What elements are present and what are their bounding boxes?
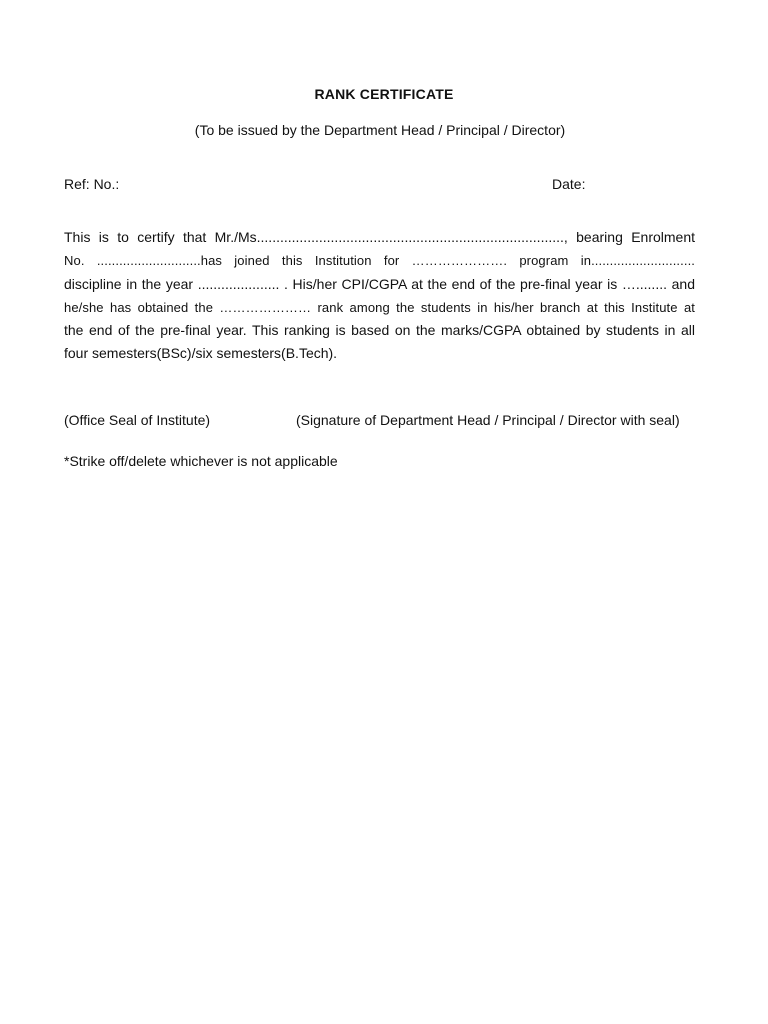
body-line: the end of the pre-final year. This ranking is based on the marks/CGPA obtained by students in all: [64, 322, 695, 339]
body-line: discipline in the year ..................... . His/her CPI/CGPA at the end of the pre-final year is …........ and: [64, 275, 695, 292]
date-label: Date:: [552, 176, 586, 192]
ref-number-label: Ref: No.:: [64, 176, 120, 192]
body-line: he/she has obtained the ………………… rank among the students in his/her branch at this Institute at: [64, 299, 695, 315]
certificate-subtitle: (To be issued by the Department Head / Principal / Director): [194, 122, 566, 138]
body-line: This is to certify that Mr./Ms..............................................................................., bearing Enrolment: [64, 229, 695, 245]
certificate-title: RANK CERTIFICATE: [314, 86, 454, 102]
footnote: *Strike off/delete whichever is not applicable: [64, 453, 338, 469]
body-line: four semesters(BSc)/six semesters(B.Tech).: [64, 345, 338, 362]
body-line: No. ............................has joined this Institution for …………………. program in............................: [64, 253, 695, 269]
signature-label: (Signature of Department Head / Principal / Director with seal): [296, 412, 680, 428]
office-seal-label: (Office Seal of Institute): [64, 412, 211, 428]
certificate-body: [64, 226, 695, 366]
